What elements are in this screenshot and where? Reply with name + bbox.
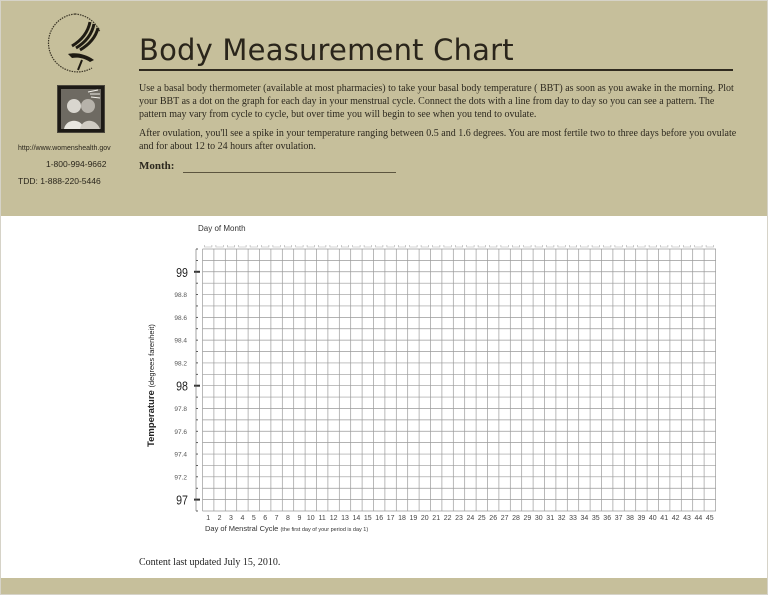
- x-tick-label: 17: [386, 515, 395, 522]
- x-tick-label: 34: [580, 515, 589, 522]
- y-tick-label: 98: [176, 378, 188, 394]
- instructions-paragraph: Use a basal body thermometer (available at most pharmacies) to take your basal body temperature ( BBT) as soon as you awake in the morning. Plot your BBT as a dot on the graph for each day in your menstrual cycle. Connect the dots with a line from day to day so you can see a pattern. The pattern may vary from cycle to cycle, but over time you will begin to see when you tend to ovulate.: [139, 83, 734, 121]
- website-link[interactable]: http://www.womenshealth.gov: [18, 145, 111, 152]
- x-tick-label: 36: [603, 515, 612, 522]
- x-tick-label: 3: [229, 515, 233, 522]
- y-tick-label: 98.2: [174, 360, 187, 368]
- x-tick-label: 13: [341, 515, 349, 522]
- day-of-month-label: Day of Month: [198, 224, 246, 233]
- x-tick-label: 9: [297, 515, 302, 522]
- tdd-number: TDD: 1-888-220-5446: [18, 176, 101, 186]
- hhs-eagle-seal-icon: [42, 10, 108, 76]
- x-tick-label: 38: [626, 515, 634, 522]
- x-tick-label: 20: [420, 515, 429, 522]
- title-underline: [139, 69, 733, 71]
- x-tick-label: 11: [318, 515, 326, 522]
- bbt-chart: [0, 216, 768, 546]
- x-tick-label: 21: [432, 515, 441, 522]
- x-tick-label: 35: [591, 515, 600, 522]
- x-tick-label: 37: [614, 515, 623, 522]
- x-tick-label: 28: [512, 515, 520, 522]
- phone-number: 1-800-994-9662: [46, 159, 107, 169]
- x-tick-label: 45: [705, 515, 714, 522]
- month-label: Month:: [139, 160, 175, 172]
- x-tick-label: 29: [523, 515, 532, 522]
- x-tick-label: 41: [660, 515, 669, 522]
- womens-health-photo: [57, 85, 105, 133]
- x-tick-label: 16: [375, 515, 384, 522]
- ovulation-paragraph: After ovulation, you'll see a spike in your temperature ranging between 0.5 and 1.6 degrees. You are most fertile two to three days before you ovulate and for about 12 to 24 hours after ovulation.: [139, 128, 737, 153]
- footer-band: [1, 578, 767, 594]
- x-tick-label: 6: [263, 515, 268, 522]
- x-tick-label: 1: [206, 515, 211, 522]
- x-tick-label: 10: [306, 515, 315, 522]
- x-tick-label: 22: [443, 515, 452, 522]
- chart-grid: [194, 245, 716, 511]
- x-tick-label: 30: [534, 515, 543, 522]
- y-tick-label: 97.6: [174, 428, 187, 436]
- x-tick-label: 42: [671, 515, 680, 522]
- x-tick-label: 40: [648, 515, 657, 522]
- x-tick-label: 15: [363, 515, 372, 522]
- x-tick-label: 43: [683, 515, 691, 522]
- x-axis-labels: [206, 515, 714, 522]
- x-tick-label: 8: [286, 515, 290, 522]
- x-tick-label: 31: [546, 515, 555, 522]
- y-axis-labels: [174, 265, 188, 508]
- x-tick-label: 19: [409, 515, 418, 522]
- x-tick-label: 24: [466, 515, 475, 522]
- month-field[interactable]: [183, 172, 396, 173]
- x-tick-label: 26: [489, 515, 498, 522]
- x-tick-label: 4: [240, 515, 245, 522]
- page-title: Body Measurement Chart: [139, 33, 514, 67]
- y-tick-label: 98.4: [174, 337, 187, 345]
- y-tick-label: 98.8: [174, 292, 187, 300]
- x-tick-label: 14: [352, 515, 361, 522]
- y-tick-label: 99: [176, 264, 188, 281]
- x-tick-label: 39: [637, 515, 646, 522]
- x-tick-label: 12: [329, 515, 338, 522]
- x-tick-label: 27: [500, 515, 509, 522]
- x-tick-label: 5: [251, 515, 256, 522]
- y-tick-label: 97: [176, 492, 188, 508]
- y-tick-label: 97.8: [174, 405, 187, 413]
- x-tick-label: 18: [398, 515, 406, 522]
- y-tick-label: 98.6: [174, 314, 187, 322]
- x-tick-label: 23: [455, 515, 463, 522]
- last-updated-text: Content last updated July 15, 2010.: [139, 557, 281, 568]
- y-tick-label: 97.4: [174, 451, 187, 459]
- x-tick-label: 32: [557, 515, 566, 522]
- x-tick-label: 2: [217, 515, 222, 522]
- y-tick-label: 97.2: [174, 474, 187, 482]
- y-axis-title: Temperature (degrees farenheit): [146, 324, 157, 447]
- x-axis-title: Day of Menstral Cycle (the first day of your period is day 1): [205, 524, 369, 533]
- x-tick-label: 33: [569, 515, 577, 522]
- x-tick-label: 7: [274, 515, 279, 522]
- x-tick-label: 44: [694, 515, 703, 522]
- x-tick-label: 25: [477, 515, 486, 522]
